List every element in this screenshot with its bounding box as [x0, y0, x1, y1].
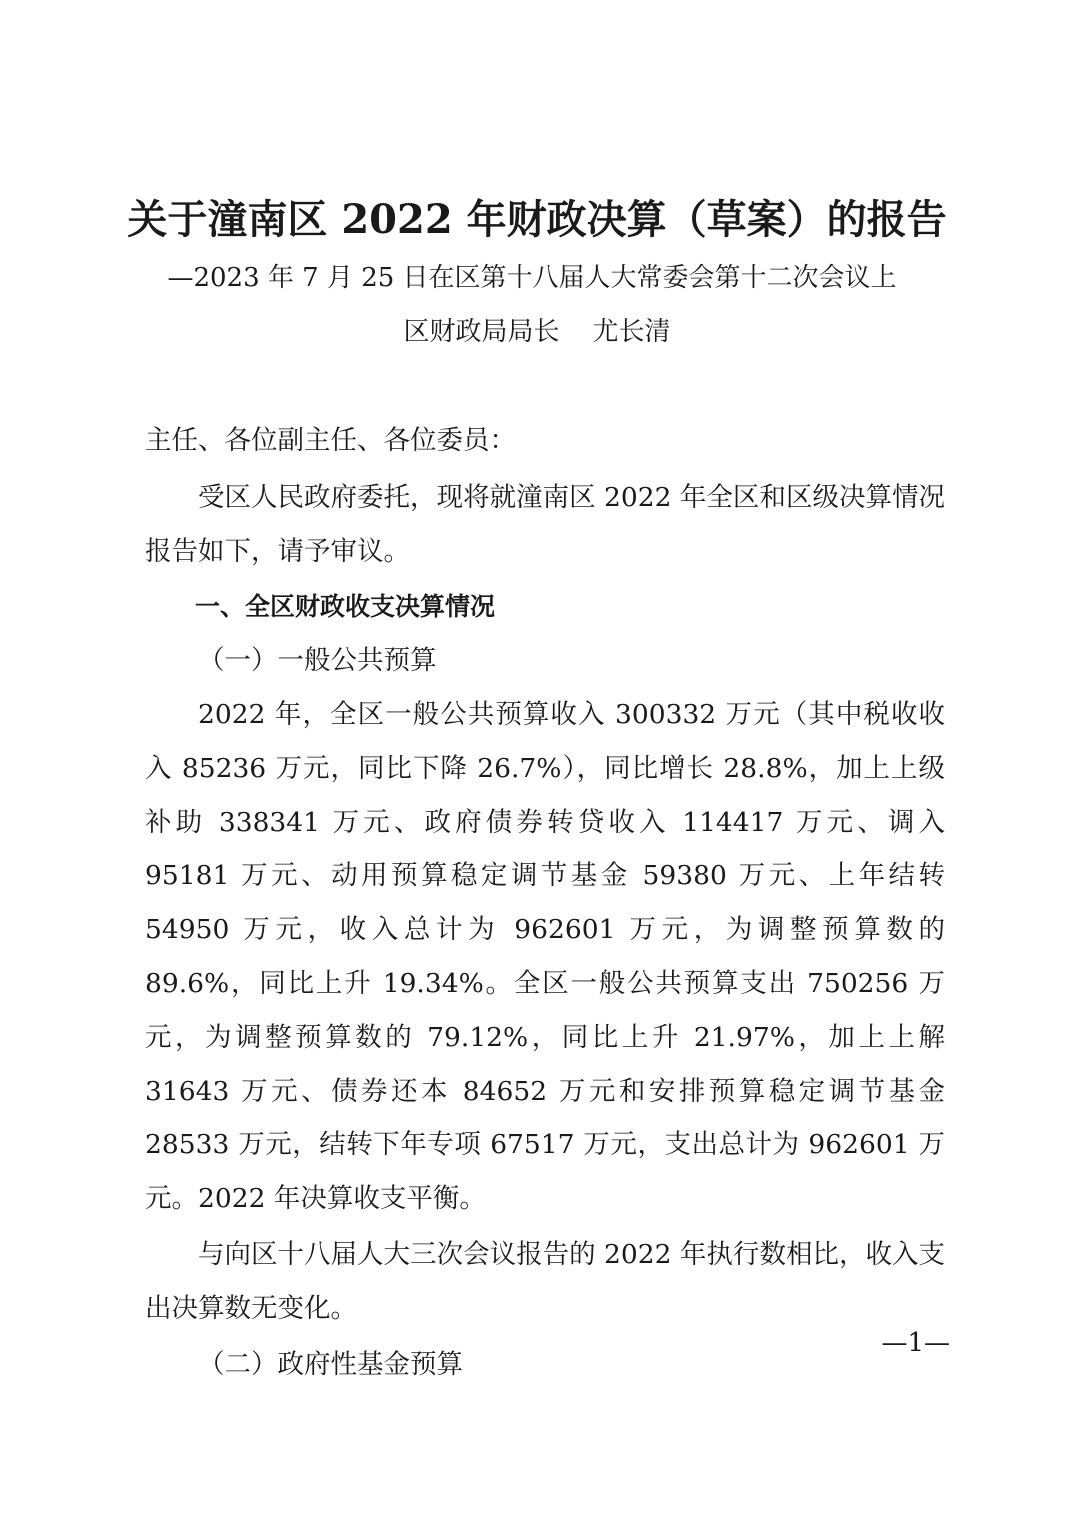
intro-paragraph: 受区人民政府委托，现将就潼南区 2022 年全区和区级决算情况报告如下，请予审议。 [145, 481, 945, 567]
comparison-paragraph: 与向区十八届人大三次会议报告的 2022 年执行数相比，收入支出决算数无变化。 [145, 1238, 945, 1324]
document-subtitle-author: 区财政局局长 尤长清 [403, 317, 671, 347]
section-heading-1: 一、全区财政收支决算情况 [195, 592, 496, 622]
document-body [145, 414, 945, 1391]
page-number: —1— [881, 1328, 950, 1358]
subsection-heading-2: （二）政府性基金预算 [198, 1348, 463, 1380]
document-subtitle-meeting: —2023 年 7 月 25 日在区第十八届人大常委会第十二次会议上 [167, 263, 897, 293]
general-budget-paragraph: 2022 年，全区一般公共预算收入 300332 万元（其中税收收入 85236 万元，同比下降 26.7%），同比增长 28.8%，加上上级补助 338341 万元、政府债券转贷收入 114417 万元、调入 95181 万元、动用预算稳定调节基金 59380 万元、上年结转 54950 万元，收入总计为 962601 万元，为调整预算数的 89.6%，同比上升 19.34%。全区一般公共预算支出 750256 万元，为调整预算数的 79.12%，同比上升 21.97%，加上上解 31643 万元、债券还本 84652 万元和安排预算稳定调节基金 28533 万元，结转下年专项 67517 万元，支出总计为 962601 万元。2022 年决算收支平衡。 [145, 698, 945, 1215]
subsection-heading-1: （一）一般公共预算 [198, 645, 437, 677]
document-title: 关于潼南区 2022 年财政决算（草案）的报告 [127, 196, 947, 243]
salutation: 主任、各位副主任、各位委员： [145, 425, 516, 456]
